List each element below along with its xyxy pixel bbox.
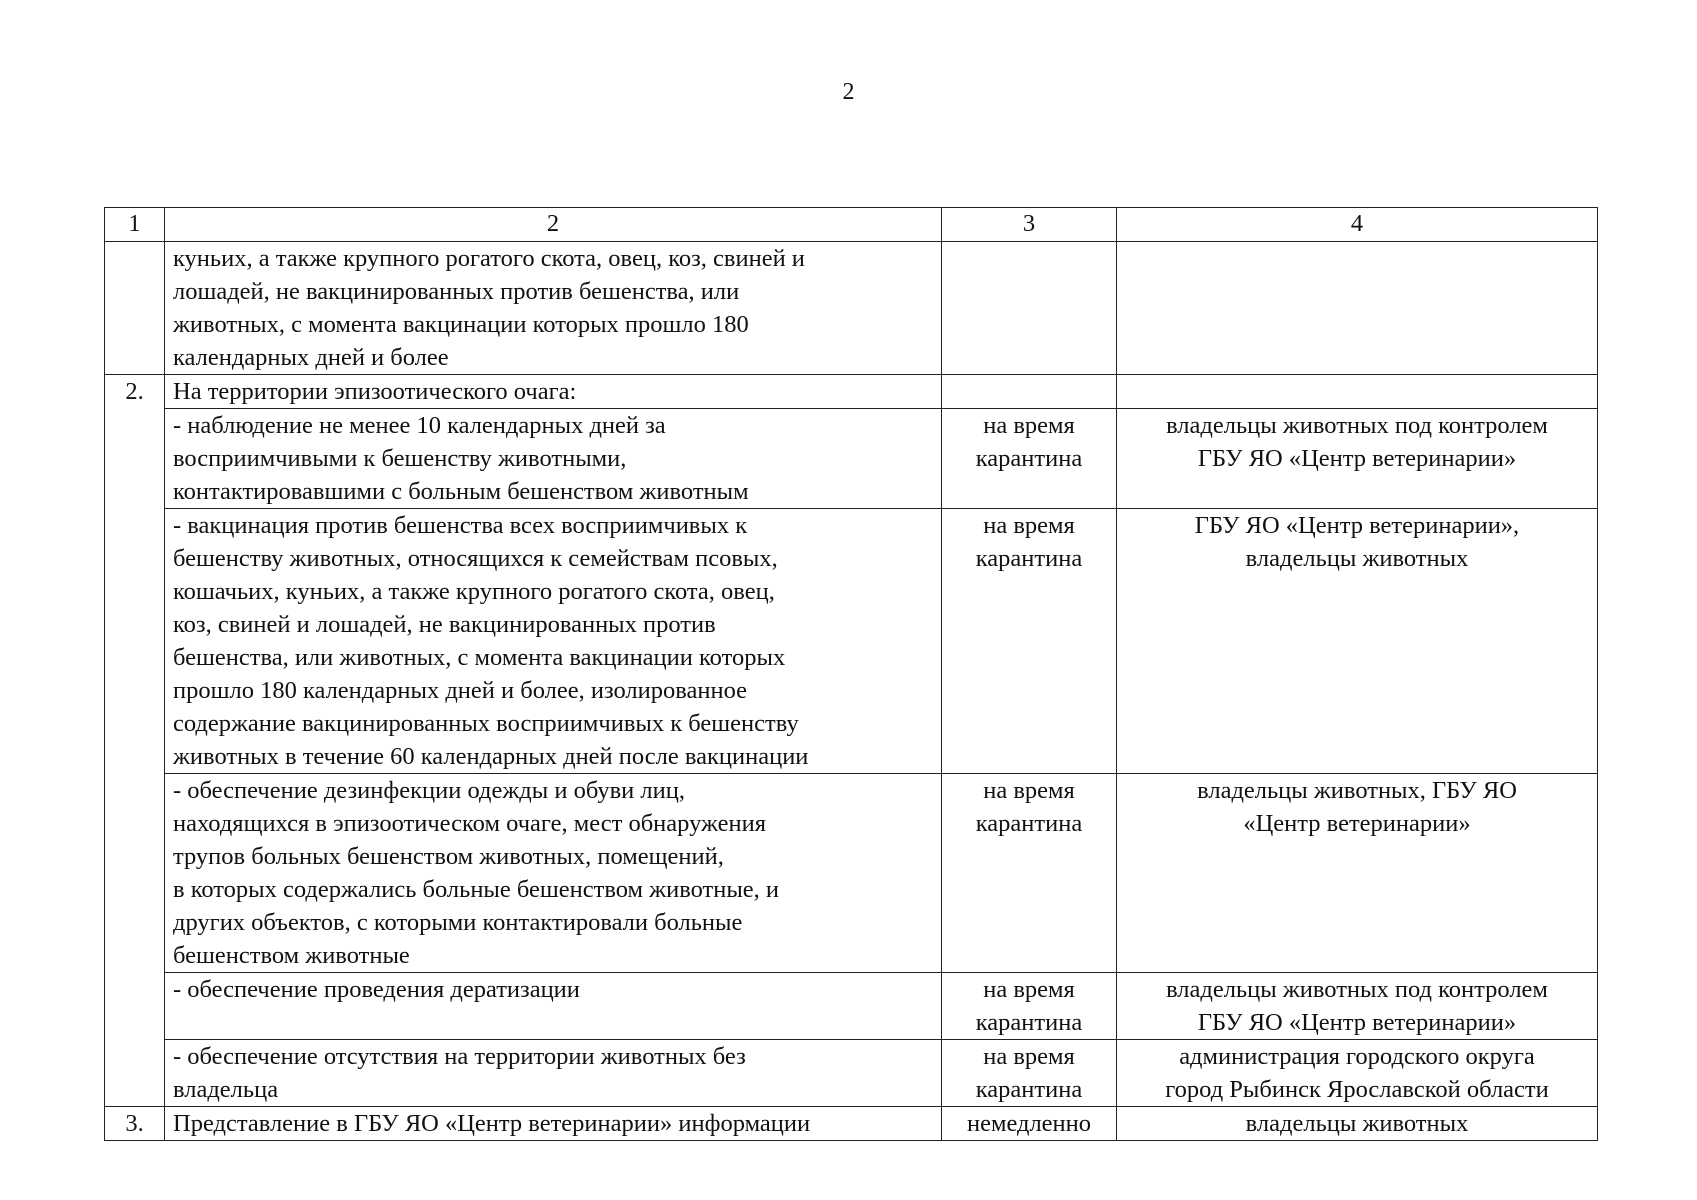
responsible-cell: владельцы животных bbox=[1117, 1107, 1598, 1141]
term-line: на время bbox=[983, 976, 1075, 1003]
header-col-4: 4 bbox=[1117, 208, 1598, 242]
term-cell bbox=[942, 509, 1117, 774]
text-line: восприимчивыми к бешенству животными, bbox=[173, 445, 627, 472]
table-header-row bbox=[105, 208, 1598, 242]
responsible-line: администрация городского округа bbox=[1179, 1043, 1535, 1070]
responsible-cell bbox=[1117, 509, 1598, 774]
table-row bbox=[105, 973, 1598, 1040]
text-line: куньих, а также крупного рогатого скота, овец, коз, свиней и bbox=[173, 245, 805, 272]
measure-text bbox=[165, 242, 942, 375]
text-line: животных, с момента вакцинации которых прошло 180 bbox=[173, 311, 749, 338]
text-line: Представление в ГБУ ЯО «Центр ветеринарии» информации bbox=[173, 1110, 811, 1137]
text-line: лошадей, не вакцинированных против бешенства, или bbox=[173, 278, 740, 305]
term-line: на время bbox=[983, 1043, 1075, 1070]
text-line: коз, свиней и лошадей, не вакцинированных против bbox=[173, 611, 716, 638]
item-heading bbox=[165, 375, 942, 409]
term-line: карантина bbox=[975, 445, 1083, 472]
responsible-line: ГБУ ЯО «Центр ветеринарии», bbox=[1194, 512, 1520, 539]
responsible-line: владельцы животных bbox=[1245, 545, 1469, 572]
measure-text bbox=[165, 409, 942, 509]
text-line: - вакцинация против бешенства всех восприимчивых к bbox=[173, 512, 748, 539]
responsible-line: ГБУ ЯО «Центр ветеринарии» bbox=[1197, 1009, 1517, 1036]
measure-text bbox=[165, 1040, 942, 1107]
measure-text bbox=[165, 1107, 942, 1141]
row-number-empty bbox=[105, 242, 165, 375]
term-line: карантина bbox=[975, 545, 1083, 572]
table-row bbox=[105, 509, 1598, 774]
text-line: находящихся в эпизоотическом очаге, мест обнаружения bbox=[173, 810, 766, 837]
text-line: На территории эпизоотического очага: bbox=[173, 378, 577, 405]
term-cell: немедленно bbox=[942, 1107, 1117, 1141]
table-row bbox=[105, 774, 1598, 973]
measure-text bbox=[165, 973, 942, 1040]
responsible-line: ГБУ ЯО «Центр ветеринарии» bbox=[1197, 445, 1517, 472]
term-cell bbox=[942, 1040, 1117, 1107]
header-col-3: 3 bbox=[942, 208, 1117, 242]
term-cell bbox=[942, 242, 1117, 375]
responsible-line: владельцы животных под контролем bbox=[1166, 976, 1548, 1003]
text-line: владельца bbox=[173, 1076, 279, 1103]
term-cell bbox=[942, 774, 1117, 973]
table-row bbox=[105, 1040, 1598, 1107]
page-number: 2 bbox=[842, 79, 855, 105]
text-line: - наблюдение не менее 10 календарных дней за bbox=[173, 412, 666, 439]
row-number-empty bbox=[105, 1040, 165, 1107]
table-row bbox=[105, 409, 1598, 509]
responsible-line: «Центр ветеринарии» bbox=[1243, 810, 1471, 837]
responsible-line: владельцы животных под контролем bbox=[1166, 412, 1548, 439]
text-line: прошло 180 календарных дней и более, изолированное bbox=[173, 677, 748, 704]
row-number-empty bbox=[105, 509, 165, 774]
text-line: календарных дней и более bbox=[173, 344, 449, 371]
row-number-empty bbox=[105, 774, 165, 973]
responsible-cell bbox=[1117, 375, 1598, 409]
table-row-item-2-heading bbox=[105, 375, 1598, 409]
term-line: на время bbox=[983, 512, 1075, 539]
term-cell bbox=[942, 409, 1117, 509]
text-line: животных в течение 60 календарных дней после вакцинации bbox=[173, 743, 809, 770]
text-line: содержание вакцинированных восприимчивых к бешенству bbox=[173, 710, 799, 737]
row-number: 2. bbox=[105, 375, 165, 409]
text-line: бешенством животные bbox=[173, 942, 410, 969]
responsible-cell bbox=[1117, 1040, 1598, 1107]
responsible-cell bbox=[1117, 973, 1598, 1040]
term-line: карантина bbox=[975, 1009, 1083, 1036]
text-line: - обеспечение отсутствия на территории животных без bbox=[173, 1043, 746, 1070]
responsible-line: владельцы животных, ГБУ ЯО bbox=[1197, 777, 1517, 804]
measure-text bbox=[165, 774, 942, 973]
responsible-cell bbox=[1117, 774, 1598, 973]
text-line: других объектов, с которыми контактировали больные bbox=[173, 909, 743, 936]
row-number-empty bbox=[105, 973, 165, 1040]
row-number: 3. bbox=[105, 1107, 165, 1141]
text-line: в которых содержались больные бешенством животные, и bbox=[173, 876, 780, 903]
table-row-continuation bbox=[105, 242, 1598, 375]
text-line: кошачьих, куньих, а также крупного рогатого скота, овец, bbox=[173, 578, 775, 605]
term-line: карантина bbox=[975, 1076, 1083, 1103]
text-line: - обеспечение дезинфекции одежды и обуви лиц, bbox=[173, 777, 685, 804]
text-line: бешенства, или животных, с момента вакцинации которых bbox=[173, 644, 786, 671]
term-line: карантина bbox=[975, 810, 1083, 837]
text-line: контактировавшими с больным бешенством животным bbox=[173, 478, 749, 505]
term-cell bbox=[942, 973, 1117, 1040]
table-row-item-3 bbox=[105, 1107, 1598, 1141]
header-col-1: 1 bbox=[105, 208, 165, 242]
responsible-cell bbox=[1117, 409, 1598, 509]
row-number-empty bbox=[105, 409, 165, 509]
measures-table bbox=[104, 207, 1598, 1141]
header-col-2: 2 bbox=[165, 208, 942, 242]
term-line: на время bbox=[983, 777, 1075, 804]
measure-text bbox=[165, 509, 942, 774]
term-line: на время bbox=[983, 412, 1075, 439]
text-line: - обеспечение проведения дератизации bbox=[173, 976, 580, 1003]
responsible-line: город Рыбинск Ярославской области bbox=[1165, 1076, 1549, 1103]
text-line: трупов больных бешенством животных, помещений, bbox=[173, 843, 724, 870]
text-line: бешенству животных, относящихся к семействам псовых, bbox=[173, 545, 778, 572]
term-cell bbox=[942, 375, 1117, 409]
responsible-cell bbox=[1117, 242, 1598, 375]
